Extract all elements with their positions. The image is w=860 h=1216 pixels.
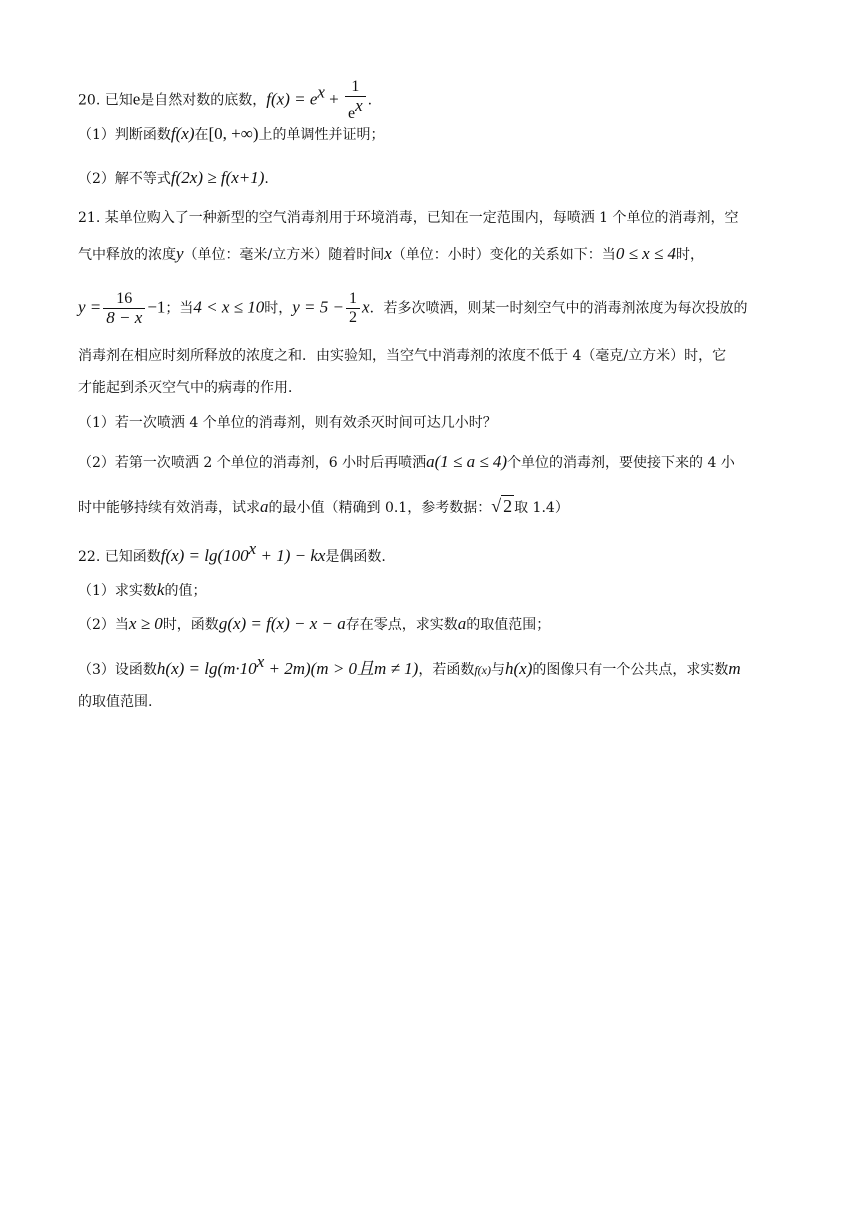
q22-p2-c: 存在零点，求实数 <box>345 617 458 633</box>
q20-p2-end: . <box>264 171 269 187</box>
q20-p1-interval: [0, +∞) <box>208 124 259 143</box>
q21-sqrt: √ 2 <box>491 496 513 516</box>
q20-stem-end: . <box>367 92 373 109</box>
q21-l2-x: x <box>384 244 392 263</box>
q22-p3-expr-a: h(x) = lg(m·10 <box>156 659 257 678</box>
q22-part1 <box>78 580 206 601</box>
q22-part3-cont: 的取值范围. <box>78 694 153 710</box>
q22-p2-var: a <box>457 614 467 633</box>
q22-expr-a: f(x) = lg(100 <box>160 546 249 565</box>
q22-stem-prefix: 22. 已知函数 <box>78 549 161 565</box>
q21-line4: 消毒剂在相应时刻所释放的浓度之和．由实验知，当空气中消毒剂的浓度不低于 4（毫克/立方米）时，它 <box>78 348 727 364</box>
q21-l3-fraction <box>103 290 145 327</box>
q21-part2 <box>78 452 735 473</box>
q20-p2-expr: f(2x) ≥ f(x+1) <box>170 168 265 187</box>
q22-expr-b: + 1) − kx <box>256 546 326 565</box>
q21-p3-a: 时中能够持续有效消毒，试求 <box>78 500 260 516</box>
q21-line1: 21. 某单位购入了一种新型的空气消毒剂用于环境消毒，已知在一定范围内，每喷洒 1 个单位的消毒剂，空 <box>78 210 739 226</box>
q20-p1-end: 上的单调性并证明； <box>258 127 385 143</box>
q22-stem <box>78 539 386 567</box>
q22-part3 <box>78 652 741 680</box>
q21-l3-x: x <box>362 297 370 317</box>
q22-p1-k: k <box>156 580 165 599</box>
q20-plus: + <box>324 89 344 109</box>
q22-p3-a: （3）设函数 <box>78 662 157 678</box>
q20-part2 <box>78 168 269 189</box>
q22-p1-b: 的值； <box>164 583 207 599</box>
q22-p3-d: 的图像只有一个公共点，求实数 <box>532 662 729 678</box>
q20-frac-den: $e^x$ <box>348 96 363 122</box>
q22-p1-a: （1）求实数 <box>78 583 157 599</box>
q21-p3-var: a <box>260 497 269 516</box>
q20-stem <box>78 78 372 123</box>
q22-p2-b: 时，函数 <box>162 617 219 633</box>
q21-line2 <box>78 244 704 265</box>
q22-p3-exp: x <box>256 652 265 671</box>
q21-l2-a: 气中释放的浓度 <box>78 247 176 263</box>
q21-p3-b: 的最小值（精确到 0.1，参考数据： <box>268 500 492 516</box>
q21-line5: 才能起到杀灭空气中的病毒的作用． <box>78 380 302 396</box>
q21-p3-c: 取 1.4） <box>514 500 569 516</box>
q20-part1 <box>78 124 385 145</box>
q21-l2-b: （单位：毫米/立方米）随着时间 <box>183 247 385 263</box>
q22-p3-m: m <box>728 659 741 678</box>
q21-l3-minus1: −1 <box>147 297 166 317</box>
q22-p2-cond: x ≥ 0 <box>128 614 163 633</box>
q21-l3-c: ．若多次喷洒，则某一时刻空气中的消毒剂浓度为每次投放的 <box>369 300 748 317</box>
q21-l3-y: y = <box>78 297 102 317</box>
q22-p3-fx: f(x) <box>474 663 491 677</box>
q21-l3-cond: 4 < x ≤ 10 <box>193 297 265 317</box>
q21-l3-a: ；当 <box>165 300 194 317</box>
q21-p2-a: （2）若第一次喷洒 2 个单位的消毒剂，6 小时后再喷洒 <box>78 455 427 471</box>
q22-p2-d: 的取值范围； <box>466 617 551 633</box>
q21-part2-cont <box>78 496 569 518</box>
q20-p2-prefix: （2）解不等式 <box>78 171 171 187</box>
q22-p3-b: ，若函数 <box>418 662 475 678</box>
q20-frac-num: 1 <box>345 78 366 97</box>
q21-part1: （1）若一次喷洒 4 个单位的消毒剂，则有效杀灭时间可达几小时？ <box>78 415 497 431</box>
q21-l2-d: 时， <box>676 247 705 263</box>
q20-func: f(x) = e <box>266 89 318 109</box>
q21-p2-expr: a(1 ≤ a ≤ 4) <box>426 452 508 471</box>
q20-stem-prefix: 20. 已知 <box>78 92 133 109</box>
q21-l3-y2: y = 5 − <box>292 297 345 317</box>
q20-e-char: e <box>132 89 141 109</box>
q20-exp: x <box>317 82 325 102</box>
q22-p2-expr: g(x) = f(x) − x − a <box>218 614 346 633</box>
q22-part2 <box>78 614 550 635</box>
q22-stem-end: 是偶函数. <box>325 549 386 565</box>
q22-p3-c: 与 <box>490 662 505 678</box>
q21-l3-frac-num: 16 <box>103 290 145 309</box>
q20-stem-mid: 是自然对数的底数， <box>140 92 267 109</box>
q21-l3-frac-den: 8 − x <box>106 308 143 327</box>
q21-l3-frac2-den: 2 <box>349 309 358 326</box>
q21-l2-cond: 0 ≤ x ≤ 4 <box>615 244 677 263</box>
q21-p2-b: 个单位的消毒剂，要使接下来的 4 小 <box>507 455 735 471</box>
q21-l3-b: 时， <box>264 300 293 317</box>
q20-p1-mid: 在 <box>194 127 209 143</box>
q22-p2-a: （2）当 <box>78 617 129 633</box>
q21-l2-y: y <box>176 244 184 263</box>
q20-fraction <box>345 78 366 123</box>
q21-l3-frac2-num: 1 <box>346 290 360 309</box>
q22-p3-expr-b: + 2m)(m > 0且m ≠ 1) <box>264 659 419 678</box>
q22-exp: x <box>248 539 257 558</box>
q21-sqrt-radicand: 2 <box>503 496 513 516</box>
q20-p1-prefix: （1）判断函数 <box>78 127 171 143</box>
q21-l3-fraction2 <box>346 290 360 327</box>
q22-p3-hx: h(x) <box>504 659 533 678</box>
q21-l2-c: （单位：小时）变化的关系如下：当 <box>391 247 616 263</box>
q21-line3 <box>78 290 748 327</box>
q20-p1-func: f(x) <box>170 124 195 143</box>
